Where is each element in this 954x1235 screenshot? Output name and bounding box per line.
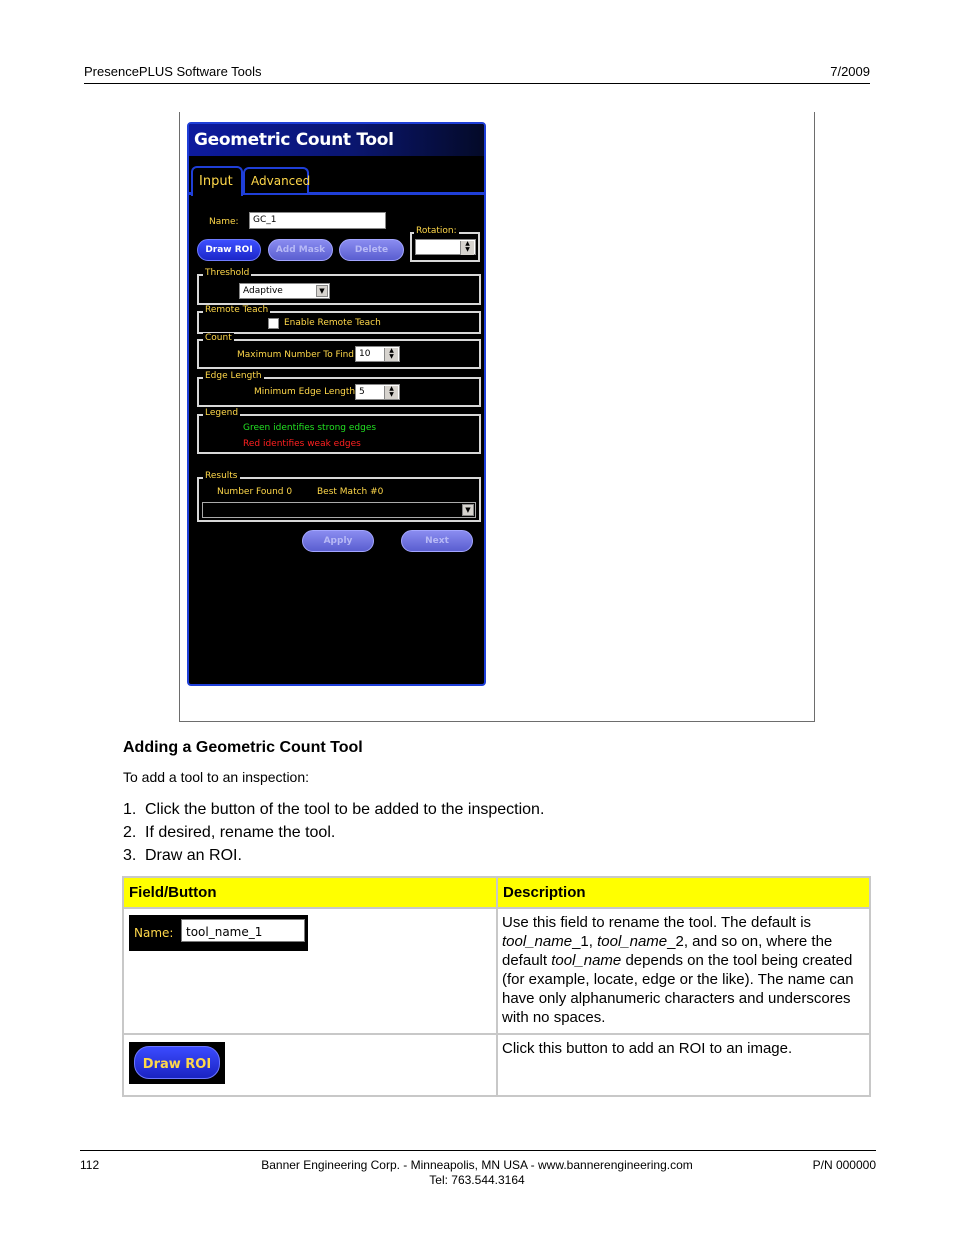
step-number: 1. xyxy=(123,801,137,818)
delete-button[interactable]: Delete xyxy=(339,239,404,261)
desc-text: _2, and so on, where the default xyxy=(502,933,833,969)
draw-roi-widget-image xyxy=(129,1042,225,1084)
header-rule xyxy=(84,83,870,84)
step-number: 2. xyxy=(123,824,137,841)
section-intro: To add a tool to an inspection: xyxy=(123,769,310,785)
part-number: P/N 000000 xyxy=(812,1158,876,1172)
max-number-spinner-icon[interactable]: ▲ ▼ xyxy=(384,348,398,361)
legend-title: Legend xyxy=(205,408,239,418)
name-field[interactable]: GC_1 xyxy=(249,212,386,229)
edge-length-group xyxy=(197,371,481,407)
step-text: Click the button of the tool to be added to the inspection. xyxy=(145,801,545,818)
page-number: 112 xyxy=(80,1158,100,1172)
steps-list xyxy=(123,798,544,867)
results-title: Results xyxy=(205,471,238,481)
results-chevron-down-icon[interactable]: ▼ xyxy=(462,504,474,516)
tab-input[interactable]: Input xyxy=(191,166,243,196)
geometric-count-tool-panel xyxy=(187,122,486,686)
threshold-value: Adaptive xyxy=(243,286,283,296)
add-mask-button[interactable]: Add Mask xyxy=(268,239,333,261)
field-button-table xyxy=(122,876,871,1097)
draw-roi-widget-button: Draw ROI xyxy=(134,1046,220,1079)
chevron-down-icon[interactable]: ▼ xyxy=(316,285,328,297)
desc-text: Use this field to rename the tool. The default is xyxy=(502,914,812,931)
remote-teach-title: Remote Teach xyxy=(205,305,269,315)
footer-center xyxy=(200,1158,754,1188)
min-edge-length-field[interactable] xyxy=(355,384,400,400)
tool-title: Geometric Count Tool xyxy=(189,124,484,156)
max-number-value: 10 xyxy=(359,349,371,359)
step-item xyxy=(123,821,544,844)
table-header-row xyxy=(123,877,870,908)
desc-italic: tool_name xyxy=(597,933,668,950)
step-text: Draw an ROI. xyxy=(145,847,242,864)
min-edge-length-value: 5 xyxy=(359,387,365,397)
remote-teach-group xyxy=(197,305,481,334)
rotation-field[interactable] xyxy=(415,239,476,255)
max-number-field[interactable] xyxy=(355,346,400,362)
table-row xyxy=(123,908,870,1034)
min-edge-length-label: Minimum Edge Length xyxy=(254,387,356,397)
table-cell-field xyxy=(123,1034,497,1096)
threshold-title: Threshold xyxy=(205,268,250,278)
table-row xyxy=(123,1034,870,1096)
header-date: 7/2009 xyxy=(830,64,870,79)
header-description: Description xyxy=(497,877,870,908)
best-match-text: Best Match #0 xyxy=(317,487,384,497)
table-cell-field xyxy=(123,908,497,1034)
apply-button[interactable]: Apply xyxy=(302,530,374,552)
name-widget-field: tool_name_1 xyxy=(181,919,305,942)
header-title: PresencePLUS Software Tools xyxy=(84,64,262,79)
results-select[interactable] xyxy=(202,502,476,518)
table-cell-description: Click this button to add an ROI to an image. xyxy=(497,1034,870,1096)
step-item xyxy=(123,844,544,867)
footer-company: Banner Engineering Corp. - Minneapolis, MN USA - www.bannerengineering.com xyxy=(261,1158,693,1172)
step-text: If desired, rename the tool. xyxy=(145,824,336,841)
name-label: Name: xyxy=(209,217,239,227)
step-item xyxy=(123,798,544,821)
name-widget-label: Name: xyxy=(134,926,174,940)
legend-green-text: Green identifies strong edges xyxy=(243,423,377,433)
step-number: 3. xyxy=(123,847,137,864)
rotation-label: Rotation: xyxy=(416,226,457,236)
next-button[interactable]: Next xyxy=(401,530,473,552)
min-edge-length-spinner-icon[interactable]: ▲ ▼ xyxy=(384,386,398,399)
count-title: Count xyxy=(205,333,232,343)
threshold-select[interactable] xyxy=(239,283,330,299)
header-field-button: Field/Button xyxy=(123,877,497,908)
legend-group xyxy=(197,408,481,454)
desc-italic: tool_name xyxy=(502,933,573,950)
number-found-text: Number Found 0 xyxy=(217,487,293,497)
results-group xyxy=(197,471,481,522)
footer-rule xyxy=(80,1150,876,1151)
edge-length-title: Edge Length xyxy=(205,371,262,381)
count-group xyxy=(197,333,481,369)
enable-remote-teach-label: Enable Remote Teach xyxy=(284,318,381,328)
table-cell-description xyxy=(497,908,870,1034)
desc-text: depends on the tool being created (for example, locate, edge or the like). The name can have only alphanumeric characters and underscores with no spaces. xyxy=(502,952,854,1026)
draw-roi-button[interactable]: Draw ROI xyxy=(197,239,261,261)
tab-advanced[interactable]: Advanced xyxy=(243,167,309,193)
name-widget-image xyxy=(129,915,308,951)
footer-tel: Tel: 763.544.3164 xyxy=(429,1173,525,1187)
desc-italic: tool_name xyxy=(551,952,622,969)
rotation-spinner-icon[interactable]: ▲ ▼ xyxy=(460,241,474,255)
max-number-label: Maximum Number To Find xyxy=(237,350,354,360)
threshold-group xyxy=(197,268,481,305)
enable-remote-teach-checkbox[interactable] xyxy=(268,318,279,329)
rotation-group xyxy=(410,226,480,262)
desc-text: _1, xyxy=(572,933,598,950)
section-heading: Adding a Geometric Count Tool xyxy=(123,739,363,756)
legend-red-text: Red identifies weak edges xyxy=(243,439,361,449)
